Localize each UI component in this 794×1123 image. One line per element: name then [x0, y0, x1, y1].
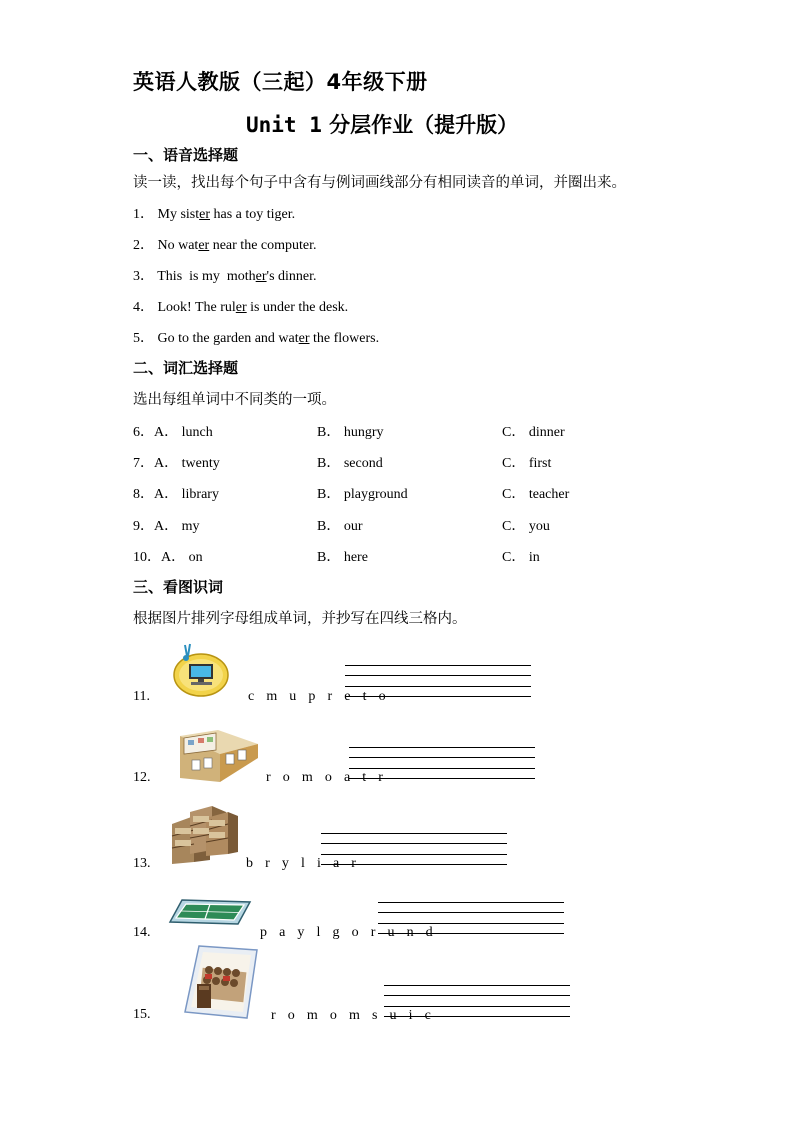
four-line-grid[interactable]	[321, 833, 507, 865]
option-label: B．	[317, 425, 341, 440]
option-text: you	[528, 519, 550, 534]
option-text: lunch	[181, 425, 213, 440]
choice-a	[133, 515, 200, 535]
playground-icon	[168, 896, 252, 928]
question-number: 5．	[133, 331, 154, 346]
choice-a	[133, 483, 219, 503]
option-text: our	[343, 519, 363, 534]
option-text: first	[528, 456, 552, 471]
sentence-part: This is my moth	[157, 269, 256, 284]
question-4	[133, 296, 348, 316]
choice-c	[502, 546, 540, 566]
choice-b	[317, 452, 383, 472]
option-text: here	[343, 550, 368, 565]
scrambled-letters: r o m o a t r	[266, 770, 388, 785]
section1-heading: 一、语音选择题	[133, 146, 239, 164]
option-label: B．	[317, 456, 341, 471]
choice-c	[502, 515, 550, 535]
sentence-part: Look! The rul	[157, 300, 236, 315]
question-1	[133, 203, 295, 223]
option-text: on	[188, 550, 203, 565]
page-title: 英语人教版（三起）4年级下册	[133, 70, 428, 94]
question-number: 10．A．	[133, 550, 186, 565]
option-text: my	[181, 519, 200, 534]
question-3	[133, 265, 317, 285]
underlined-letters: er	[198, 238, 210, 253]
sentence-part: 's dinner.	[266, 269, 317, 284]
question-number: 1．	[133, 207, 154, 222]
option-text: hungry	[343, 425, 384, 440]
underlined-letters: er	[255, 269, 267, 284]
section1-instruction: 读一读，找出每个句子中含有与例词画线部分有相同读音的单词，并圈出来。	[133, 175, 626, 191]
option-label: C．	[502, 425, 526, 440]
sentence-part: No wat	[157, 238, 199, 253]
page-subtitle	[246, 109, 518, 139]
sentence-part: is under the desk.	[246, 300, 349, 315]
choice-b	[317, 483, 408, 503]
music-room-icon	[183, 944, 259, 1020]
option-text: teacher	[528, 487, 570, 502]
scrambled-letters: b r y l i a r	[246, 856, 361, 871]
item-number: 15.	[133, 1007, 151, 1022]
question-number: 4．	[133, 300, 154, 315]
item-number: 12.	[133, 770, 151, 785]
sentence-part: My sist	[157, 207, 200, 222]
option-text: second	[343, 456, 383, 471]
question-number: 8．A．	[133, 487, 179, 502]
choice-c	[502, 483, 569, 503]
section3-instruction: 根据图片排列字母组成单词，并抄写在四线三格内。	[133, 611, 467, 627]
option-text: in	[528, 550, 540, 565]
subtitle-rest: 分层作业（提升版）	[321, 113, 519, 137]
choice-b	[317, 546, 368, 566]
underlined-letters: er	[235, 300, 247, 315]
option-label: B．	[317, 519, 341, 534]
four-line-grid[interactable]	[349, 747, 535, 779]
choice-a	[133, 452, 220, 472]
option-label: C．	[502, 487, 526, 502]
underlined-letters: er	[298, 331, 310, 346]
question-5	[133, 327, 379, 347]
scrambled-letters: p a y l g o r u n d	[260, 925, 437, 940]
option-text: twenty	[181, 456, 220, 471]
question-number: 6．A．	[133, 425, 179, 440]
option-label: C．	[502, 456, 526, 471]
four-line-grid[interactable]	[345, 665, 531, 697]
sentence-part: Go to the garden and wat	[157, 331, 299, 346]
question-number: 2．	[133, 238, 154, 253]
option-label: C．	[502, 550, 526, 565]
question-number: 9．A．	[133, 519, 179, 534]
four-line-grid[interactable]	[378, 902, 564, 934]
section2-instruction: 选出每组单词中不同类的一项。	[133, 392, 336, 408]
question-number: 7．A．	[133, 456, 179, 471]
unit-label: Unit 1	[246, 113, 322, 137]
question-number: 3．	[133, 269, 154, 284]
sentence-part: the flowers.	[309, 331, 380, 346]
option-label: B．	[317, 487, 341, 502]
four-line-grid[interactable]	[384, 985, 570, 1017]
art-room-icon	[178, 728, 260, 784]
choice-c	[502, 452, 551, 472]
option-text: playground	[343, 487, 408, 502]
underlined-letters: er	[199, 207, 211, 222]
item-number: 14.	[133, 925, 151, 940]
item-number: 13.	[133, 856, 151, 871]
scrambled-letters: r o m o m s u i c	[271, 1008, 436, 1023]
option-label: B．	[317, 550, 341, 565]
library-icon	[168, 804, 240, 866]
item-number: 11.	[133, 689, 150, 704]
option-label: C．	[502, 519, 526, 534]
sentence-part: near the computer.	[209, 238, 317, 253]
question-2	[133, 234, 317, 254]
choice-b	[317, 421, 384, 441]
sentence-part: has a toy tiger.	[210, 207, 296, 222]
section3-heading: 三、看图识词	[133, 578, 224, 596]
section2-heading: 二、词汇选择题	[133, 359, 239, 377]
option-text: library	[181, 487, 219, 502]
choice-a	[133, 546, 203, 566]
computer-icon	[172, 642, 230, 698]
choice-b	[317, 515, 363, 535]
option-text: dinner	[528, 425, 565, 440]
scrambled-letters: c m u p r e t o	[248, 689, 390, 704]
choice-c	[502, 421, 565, 441]
choice-a	[133, 421, 213, 441]
